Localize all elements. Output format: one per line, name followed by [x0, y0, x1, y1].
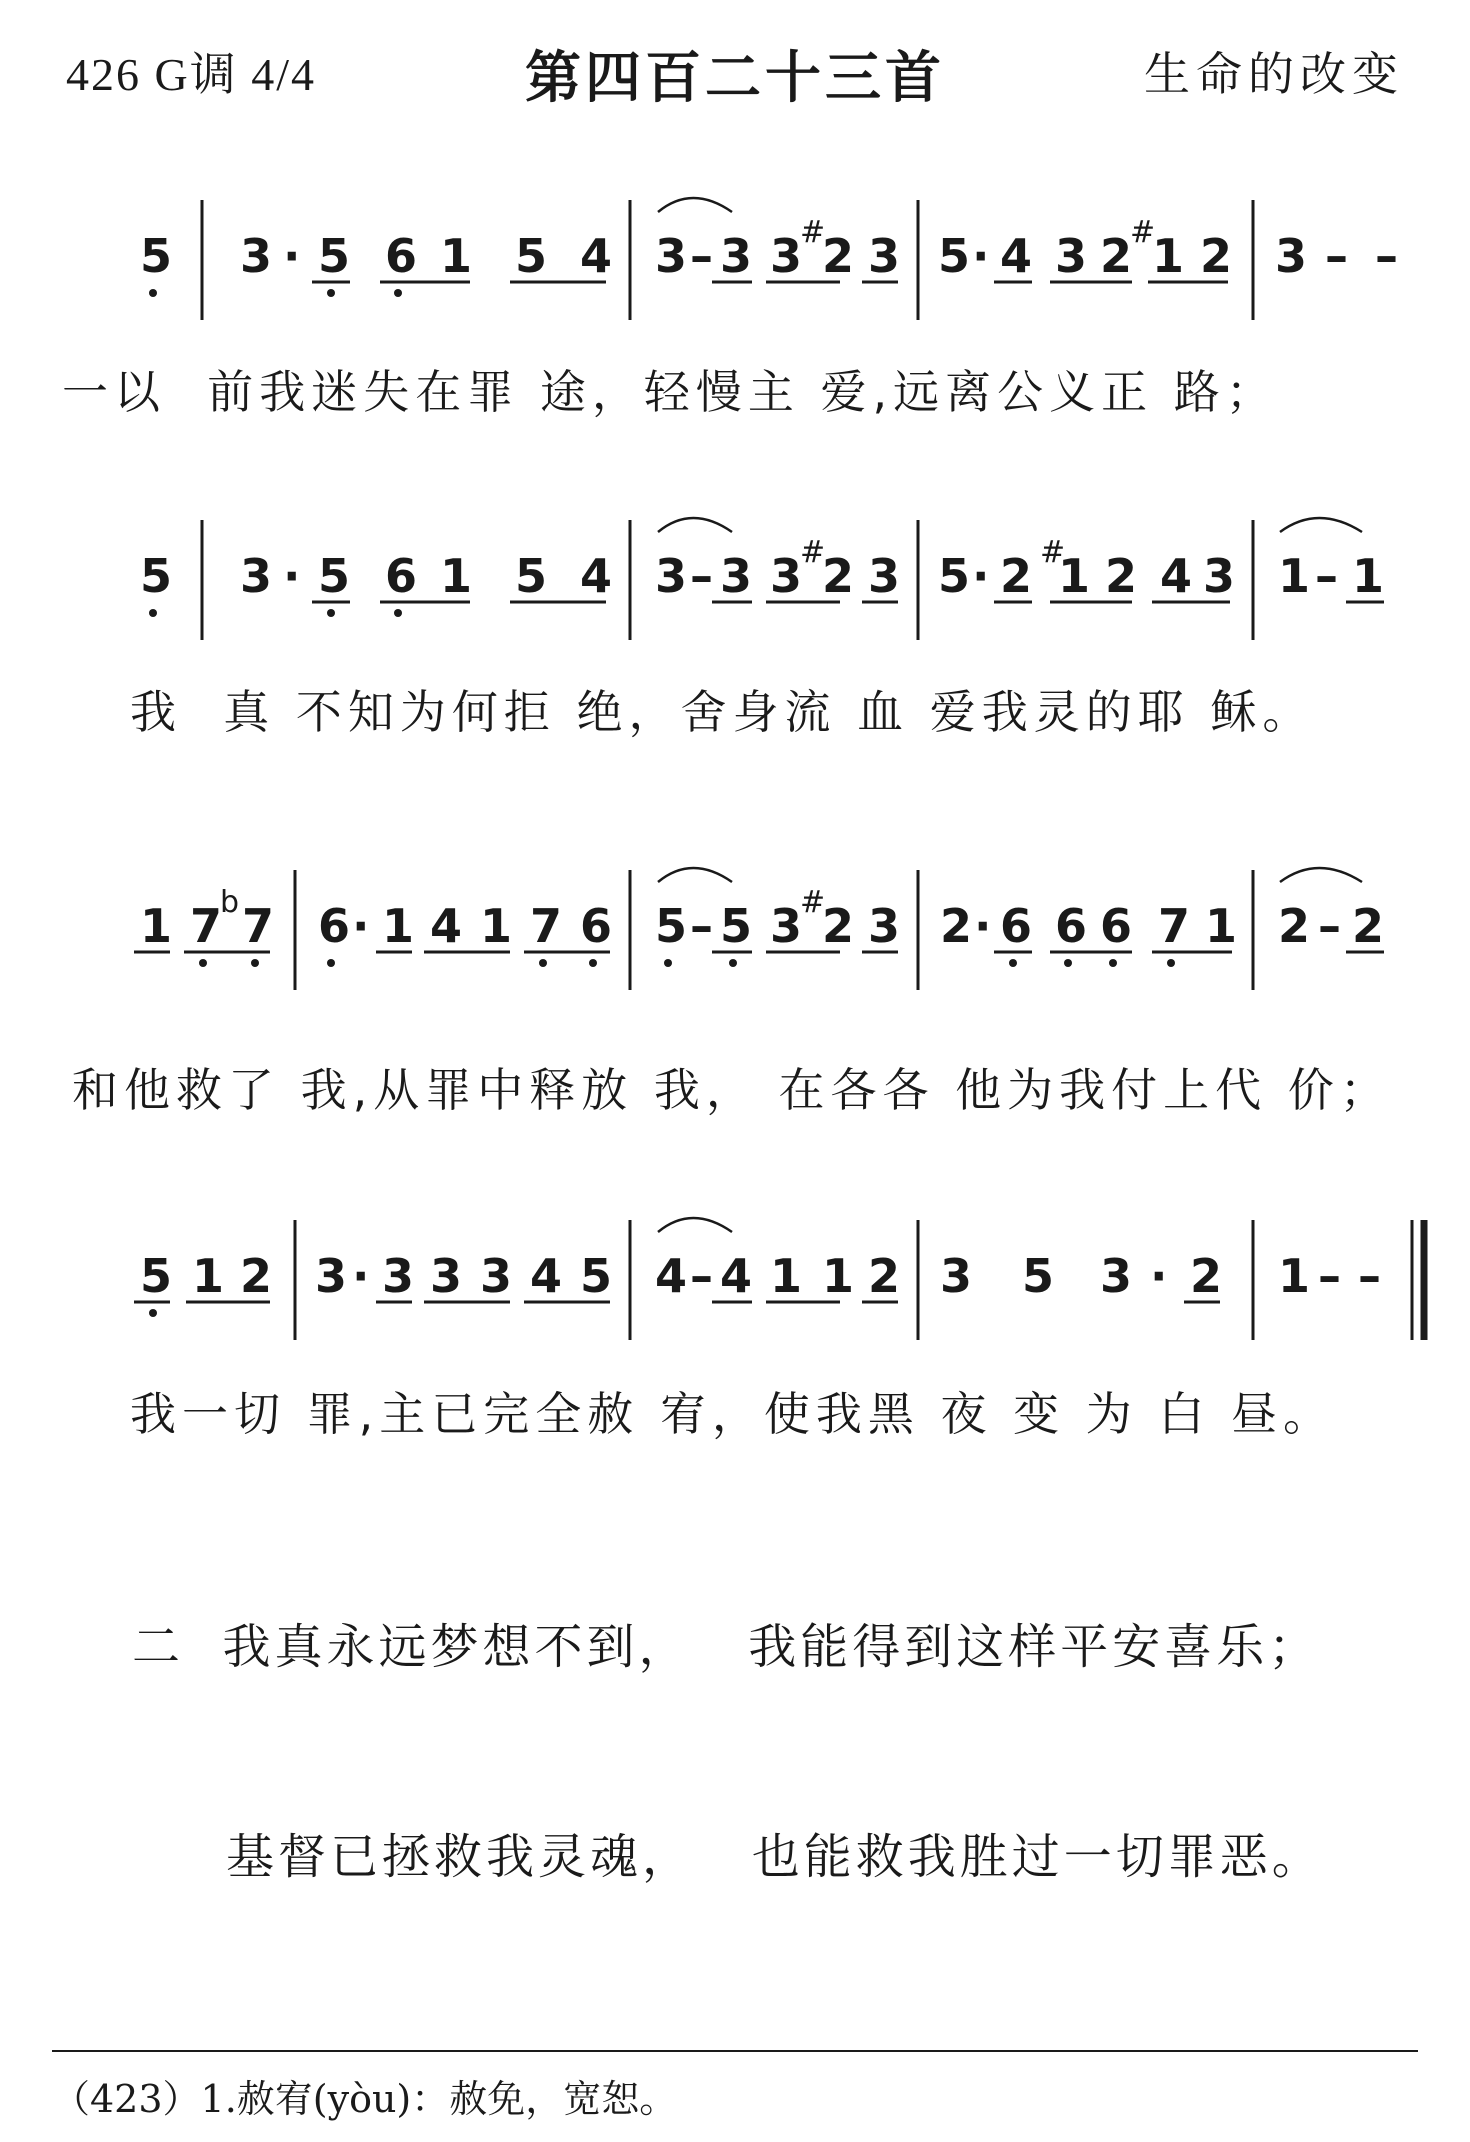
svg-text:3: 3 — [770, 549, 803, 603]
svg-text:#: # — [800, 535, 826, 570]
svg-text:7: 7 — [530, 899, 563, 953]
svg-text:·: · — [352, 1249, 370, 1303]
svg-text:2: 2 — [1105, 549, 1138, 603]
svg-text:5: 5 — [938, 549, 971, 603]
svg-text:2: 2 — [822, 899, 855, 953]
svg-text:3: 3 — [240, 549, 273, 603]
svg-text:5: 5 — [140, 229, 173, 283]
svg-text:1: 1 — [1058, 549, 1091, 603]
svg-text:1: 1 — [1205, 899, 1238, 953]
svg-text:·: · — [1150, 1249, 1168, 1303]
svg-text:1: 1 — [770, 1249, 803, 1303]
svg-text:1: 1 — [1278, 549, 1311, 603]
svg-text:1: 1 — [140, 899, 173, 953]
svg-text:2: 2 — [868, 1249, 901, 1303]
svg-text:–: – — [1375, 229, 1398, 283]
svg-text:3: 3 — [720, 549, 753, 603]
hymn-number-key-meter: 426 G调 4/4 — [66, 49, 316, 100]
svg-text:2: 2 — [1100, 229, 1133, 283]
svg-text:3: 3 — [868, 549, 901, 603]
svg-text:1: 1 — [440, 229, 473, 283]
svg-text:6: 6 — [580, 899, 613, 953]
svg-text:–: – — [1318, 1249, 1341, 1303]
svg-text:2: 2 — [822, 549, 855, 603]
svg-text:3: 3 — [868, 229, 901, 283]
svg-text:b: b — [220, 885, 240, 920]
verse-2-line-1: 二 我真永远梦想不到， 我能得到这样平安喜乐； — [132, 1619, 1321, 1675]
svg-text:#: # — [800, 885, 826, 920]
svg-text:6: 6 — [318, 899, 351, 953]
svg-text:6: 6 — [1000, 899, 1033, 953]
svg-text:1: 1 — [1352, 549, 1385, 603]
svg-text:3: 3 — [1275, 229, 1308, 283]
svg-text:4: 4 — [1000, 229, 1033, 283]
svg-text:3: 3 — [240, 229, 273, 283]
numbered-notation-line-2 — [0, 510, 1470, 650]
svg-text:1: 1 — [382, 899, 415, 953]
svg-text:3: 3 — [1100, 1249, 1133, 1303]
svg-text:5: 5 — [938, 229, 971, 283]
svg-text:3: 3 — [770, 899, 803, 953]
svg-text:7: 7 — [1158, 899, 1191, 953]
svg-text:–: – — [1358, 1249, 1381, 1303]
svg-text:–: – — [1315, 549, 1338, 603]
svg-text:#: # — [1130, 215, 1156, 250]
verse-2-line-2: 基督已拯救我灵魂， 也能救我胜过一切罪恶。 — [226, 1829, 1324, 1885]
svg-text:5: 5 — [140, 1249, 173, 1303]
svg-text:3: 3 — [655, 549, 688, 603]
svg-text:1: 1 — [192, 1249, 225, 1303]
svg-text:1: 1 — [1152, 229, 1185, 283]
svg-text:5: 5 — [515, 549, 548, 603]
svg-text:6: 6 — [1055, 899, 1088, 953]
svg-text:4: 4 — [530, 1249, 563, 1303]
svg-text:6: 6 — [385, 549, 418, 603]
svg-text:·: · — [283, 549, 301, 603]
svg-text:·: · — [352, 899, 370, 953]
svg-text:3: 3 — [770, 229, 803, 283]
svg-text:–: – — [1318, 899, 1341, 953]
svg-text:4: 4 — [720, 1249, 753, 1303]
svg-text:3: 3 — [430, 1249, 463, 1303]
svg-text:3: 3 — [868, 899, 901, 953]
svg-text:5: 5 — [515, 229, 548, 283]
svg-text:3: 3 — [655, 229, 688, 283]
svg-text:5: 5 — [318, 229, 351, 283]
svg-text:2: 2 — [1190, 1249, 1223, 1303]
svg-text:5: 5 — [655, 899, 688, 953]
svg-text:5: 5 — [580, 1249, 613, 1303]
numbered-notation-line-1 — [0, 190, 1470, 330]
footnote-divider — [52, 2050, 1418, 2052]
svg-text:4: 4 — [580, 549, 613, 603]
lyric-line-3: 和他救了 我,从罪中释放 我， 在各各 他为我付上代 价； — [72, 1063, 1392, 1117]
svg-text:2: 2 — [1000, 549, 1033, 603]
svg-text:–: – — [690, 899, 713, 953]
svg-text:4: 4 — [580, 229, 613, 283]
svg-text:6: 6 — [1100, 899, 1133, 953]
svg-text:–: – — [1325, 229, 1348, 283]
numbered-notation-line-3 — [0, 860, 1470, 1000]
score-line-3 — [0, 860, 1470, 1000]
svg-text:3: 3 — [720, 229, 753, 283]
svg-text:7: 7 — [190, 899, 223, 953]
svg-text:4: 4 — [1160, 549, 1193, 603]
svg-text:3: 3 — [480, 1249, 513, 1303]
svg-text:3: 3 — [382, 1249, 415, 1303]
hymn-title: 第四百二十三首 — [525, 46, 945, 111]
svg-text:·: · — [972, 229, 990, 283]
svg-text:3: 3 — [940, 1249, 973, 1303]
svg-text:2: 2 — [940, 899, 973, 953]
numbered-notation-line-4 — [0, 1210, 1470, 1350]
svg-text:5: 5 — [140, 549, 173, 603]
svg-text:2: 2 — [1200, 229, 1233, 283]
svg-text:1: 1 — [440, 549, 473, 603]
svg-text:·: · — [283, 229, 301, 283]
svg-text:1: 1 — [822, 1249, 855, 1303]
svg-text:5: 5 — [318, 549, 351, 603]
svg-text:2: 2 — [1278, 899, 1311, 953]
svg-text:2: 2 — [1352, 899, 1385, 953]
svg-text:4: 4 — [655, 1249, 688, 1303]
svg-text:2: 2 — [822, 229, 855, 283]
score-line-2 — [0, 510, 1470, 650]
svg-text:1: 1 — [1278, 1249, 1311, 1303]
svg-text:7: 7 — [242, 899, 275, 953]
svg-text:3: 3 — [1203, 549, 1236, 603]
footnote: （423）1.赦宥(yòu)：赦免，宽恕。 — [52, 2077, 678, 2121]
svg-text:#: # — [1040, 535, 1066, 570]
svg-text:5: 5 — [1022, 1249, 1055, 1303]
svg-text:·: · — [974, 899, 992, 953]
score-line-4 — [0, 1210, 1470, 1350]
svg-text:2: 2 — [240, 1249, 273, 1303]
svg-text:1: 1 — [480, 899, 513, 953]
svg-text:·: · — [972, 549, 990, 603]
lyric-line-1: 一以 前我迷失在罪 途，轻慢主 爱,远离公义正 路； — [62, 365, 1278, 419]
hymn-subtitle: 生命的改变 — [1144, 47, 1404, 101]
svg-text:4: 4 — [430, 899, 463, 953]
svg-text:#: # — [800, 215, 826, 250]
svg-text:–: – — [690, 229, 713, 283]
svg-text:5: 5 — [720, 899, 753, 953]
score-line-1 — [0, 190, 1470, 330]
svg-text:–: – — [690, 549, 713, 603]
svg-text:3: 3 — [1055, 229, 1088, 283]
svg-text:3: 3 — [315, 1249, 348, 1303]
svg-text:–: – — [690, 1249, 713, 1303]
svg-text:6: 6 — [385, 229, 418, 283]
lyric-line-4: 我一切 罪,主已完全赦 宥，使我黑 夜 变 为 白 昼。 — [130, 1387, 1335, 1441]
lyric-line-2: 我 真 不知为何拒 绝，舍身流 血 爱我灵的耶 稣。 — [130, 685, 1315, 739]
